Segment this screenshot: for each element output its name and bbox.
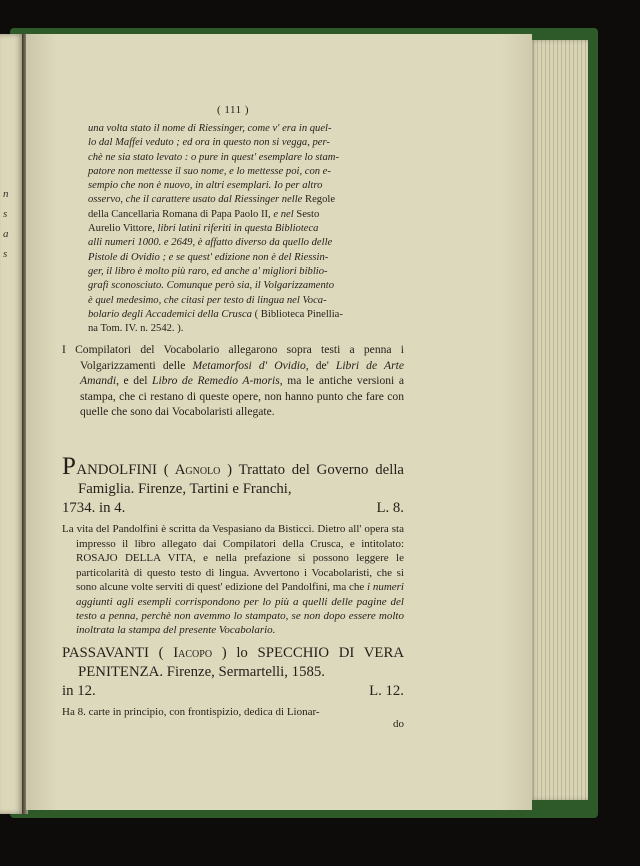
entry-description-passavanti: Ha 8. carte in principio, con frontispizio, dedica di Lionar- (62, 705, 320, 718)
page-edges (530, 40, 588, 800)
entry-heading-passavanti: PASSAVANTI ( Iacopo ) lo SPECCHIO DI VERA PENITENZA. Firenze, Sermartelli, 1585. in 12. L. 12. (62, 644, 405, 699)
left-page (0, 34, 24, 814)
entry-price: L. 12. (369, 682, 404, 699)
italic-quotation-block: una volta stato il nome di Riessinger, come v' era in quel- lo dal Maffei veduto ; ed ora in questo non si vegga, per- chè ne sia stato levato : o pure in quest' esemplare lo stam- patore non mettesse il suo nome, e lo mettesse poi, con e- sempio che non è nuovo, in altri esemplari. Io per altro osservo, che il carattere usato dal Riessinger nelle Regole della Cancellaria Romana di Papa Paolo II, e nel Sesto Aurelio Vittore, libri latini riferiti in questa Biblioteca alli numeri 1000. e 2649, è affatto diverso da quello delle Pistole di Ovidio ; e se quest' edizione non è del Riessin- ger, il libro è molto più raro, ed anche a' migliori biblio- grafi sconosciuto. Comunque però sia, il Volgarizzamento è quel medesimo, che citasi per testo di lingua nel Voca- bolario degli Accademici della Crusca ( Biblioteca Pinellia- na Tom. IV. n. 2542. ). (88, 123, 343, 335)
drop-capital: P (62, 453, 77, 481)
compilers-note-paragraph: I Compilatori del Vocabolario allegarono sopra testi a penna i Volgarizzamenti delle Metamorfosi d' Ovidio, de' Libri de Arte Amandi, e del Libro de Remedio A-moris, ma le antiche versioni a stampa, che ci restano di queste opere, non hanno punto che fare con quelle che sono dai Vocabolaristi allegate. (62, 343, 404, 419)
entry-heading-pandolfini: PANDOLFINI ( Agnolo ) Trattato del Governo della Famiglia. Firenze, Tartini e Franchi, 1734. in 4. L. 8. (62, 453, 405, 517)
page-content (62, 104, 404, 730)
catchword: do (393, 718, 404, 731)
entry-price: L. 8. (376, 500, 404, 517)
left-page-marks: n s a s (3, 188, 9, 260)
entry-description-pandolfini: La vita del Pandolfini è scritta da Vespasiano da Bisticci. Dietro all' opera sta impresso il libro allegato dai Compilatori della Crusca, e intitolato: ROSAJO DELLA VITA, e nella prefazione si possono leggere le particolarità di questo testo di lingua. Avvertono i Vocabolaristi, che si sono alcune volte serviti di quest' edizione del Pandolfini, ma che i numeri aggiunti agli esempli corrispondono per lo più a quelli delle pagine del testo a penna, perchè non avemmo lo stampato, se non dopo essere molto inoltrata la stampa del presente Vocabolario. (62, 523, 404, 637)
page-number: ( 111 ) (216, 104, 249, 116)
